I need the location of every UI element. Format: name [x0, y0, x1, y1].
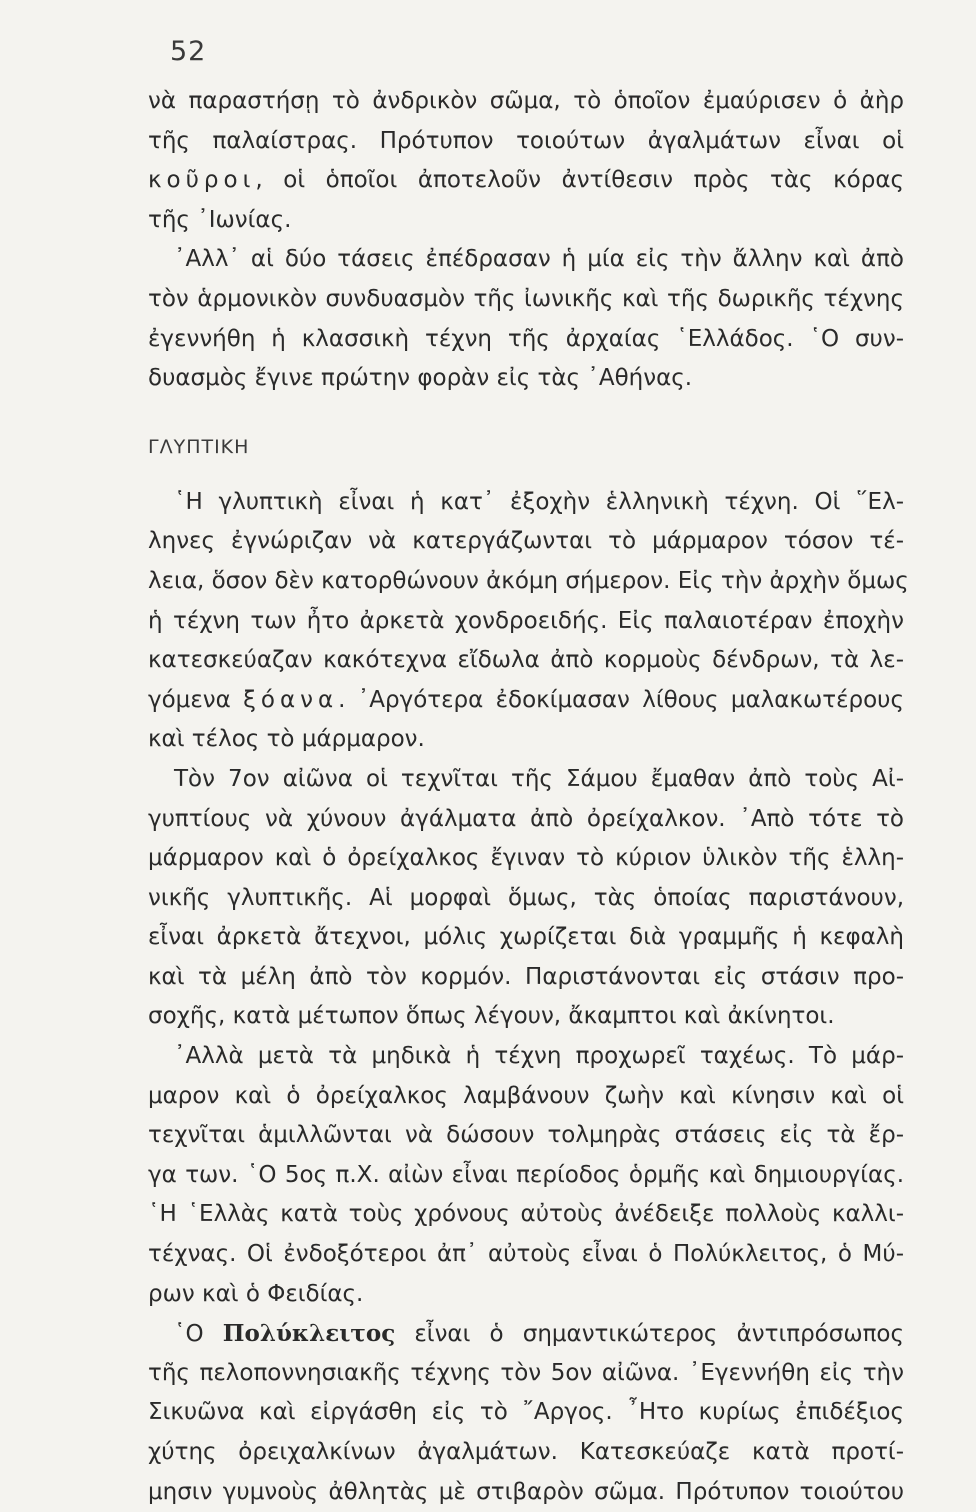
spaced-term: κοῦροι — [148, 167, 256, 194]
text-segment: ῾Ο — [174, 1321, 223, 1348]
text-segment: εἶναι ὁ σημαντικώτερος ἀντιπρόσωπος — [395, 1321, 904, 1348]
text-line: εἶναι ἀρκετὰ ἄτεχνοι, μόλις χωρίζεται διὰ γραμμῆς ἡ κεφαλὴ — [148, 924, 904, 951]
text-line: τῆς πελοποννησιακῆς τέχνης τὸν 5ον αἰῶνα. ᾿Εγεννήθη εἰς τὴν — [148, 1359, 904, 1386]
text-line: ρων καὶ ὁ Φειδίας. — [148, 1280, 364, 1307]
text-segment: . ᾿Αργότερα ἐδοκίμασαν λίθους μαλακωτέρους — [338, 686, 904, 713]
text-line: ῾Η γλυπτικὴ εἶναι ἡ κατ᾿ ἐξοχὴν ἑλληνικὴ τέχνη. Οἱ ῞Ελ- — [174, 488, 904, 515]
text-line: ᾿Αλλ᾿ αἱ δύο τάσεις ἐπέδρασαν ἡ μία εἰς τὴν ἄλλην καὶ ἀπὸ — [174, 246, 904, 273]
text-line: δυασμὸς ἔγινε πρώτην φορὰν εἰς τὰς ᾿Αθήνας. — [148, 365, 693, 392]
text-line: γυπτίους νὰ χύνουν ἀγάλματα ἀπὸ ὀρείχαλκον. ᾿Απὸ τότε τὸ — [148, 805, 904, 832]
spaced-term: ξόανα — [243, 686, 339, 713]
text-line: λεια, ὅσον δὲν κατορθώνουν ἀκόμη σήμερον. Εἰς τὴν ἀρχὴν ὅμως — [148, 567, 909, 594]
text-line: νικῆς γλυπτικῆς. Αἱ μορφαὶ ὅμως, τὰς ὁποίας παριστάνουν, — [148, 884, 904, 911]
paragraph — [148, 1037, 904, 1314]
text-line: μαρον καὶ ὁ ὀρείχαλκος λαμβάνουν ζωὴν καὶ κίνησιν καὶ οἱ — [148, 1082, 904, 1109]
text-line — [148, 1314, 904, 1354]
text-line: σοχῆς, κατὰ μέτωπον ὅπως λέγουν, ἄκαμπτοι καὶ ἀκίνητοι. — [148, 1003, 835, 1030]
text-line: ῾Η ῾Ελλὰς κατὰ τοὺς χρόνους αὐτοὺς ἀνέδειξε πολλοὺς καλλι- — [148, 1201, 904, 1228]
paragraph — [148, 483, 909, 760]
text-line: Σικυῶνα καὶ εἰργάσθη εἰς τὸ ῎Αργος. ῏Ητο κυρίως ἐπιδέξιος — [148, 1399, 904, 1426]
text-line — [148, 681, 904, 721]
text-line: τὸν ἁρμονικὸν συνδυασμὸν τῆς ἰωνικῆς καὶ τῆς δωρικῆς τέχνης — [148, 285, 904, 312]
text-line: ᾿Αλλὰ μετὰ τὰ μηδικὰ ἡ τέχνη προχωρεῖ ταχέως. Τὸ μάρ- — [174, 1043, 904, 1070]
text-line: γα των. ῾Ο 5ος π.Χ. αἰὼν εἶναι περίοδος ὁρμῆς καὶ δημιουργίας. — [148, 1161, 904, 1188]
text-line: τῆς παλαίστρας. Πρότυπον τοιούτων ἀγαλμάτων εἶναι οἱ — [148, 127, 904, 154]
text-line: ἡ τέχνη των ἦτο ἀρκετὰ χονδροειδής. Εἰς παλαιοτέραν ἐποχὴν — [148, 607, 904, 634]
text-line: ἐγεννήθη ἡ κλασσικὴ τέχνη τῆς ἀρχαίας ῾Ελλάδος. ῾Ο συν- — [148, 325, 904, 352]
text-body — [148, 82, 909, 1512]
section-heading: ΓΛΥΠΤΙΚΗ — [148, 435, 250, 458]
text-line — [148, 161, 904, 201]
paragraph — [148, 82, 904, 240]
paragraph — [148, 1314, 904, 1512]
text-line: τῆς ᾿Ιωνίας. — [148, 206, 292, 233]
text-line: χύτης ὀρειχαλκίνων ἀγαλμάτων. Κατεσκεύαζε κατὰ προτί- — [148, 1439, 904, 1465]
text-line: μάρμαρον καὶ ὁ ὀρείχαλκος ἔγιναν τὸ κύριον ὑλικὸν τῆς ἑλλη- — [148, 845, 904, 872]
text-line: τέχνας. Οἱ ἐνδοξότεροι ἀπ᾿ αὐτοὺς εἶναι ὁ Πολύκλειτος, ὁ Μύ- — [148, 1241, 904, 1268]
text-line: καὶ τέλος τὸ μάρμαρον. — [148, 726, 425, 753]
text-line: Τὸν 7ον αἰῶνα οἱ τεχνῖται τῆς Σάμου ἔμαθαν ἀπὸ τοὺς Αἰ- — [174, 765, 904, 792]
page-number: 52 — [170, 36, 207, 67]
text-line: ληνες ἐγνώριζαν νὰ κατεργάζωνται τὸ μάρμαρον τόσον τέ- — [148, 528, 904, 555]
text-line: κατεσκεύαζαν κακότεχνα εἴδωλα ἀπὸ κορμοὺς δένδρων, τὰ λε- — [148, 647, 904, 674]
text-line: νὰ παραστήσῃ τὸ ἀνδρικὸν σῶμα, τὸ ὁποῖον ἐμαύρισεν ὁ ἀὴρ — [148, 88, 904, 114]
paragraph — [148, 240, 904, 398]
text-line: μησιν γυμνοὺς ἀθλητὰς μὲ στιβαρὸν σῶμα. Πρότυπον τοιούτου — [148, 1478, 904, 1505]
paragraph — [148, 760, 904, 1037]
text-line: καὶ τὰ μέλη ἀπὸ τὸν κορμόν. Παριστάνονται εἰς στάσιν προ- — [148, 963, 904, 990]
text-segment: , οἱ ὁποῖοι ἀποτελοῦν ἀντίθεσιν πρὸς τὰς κόρας — [255, 167, 904, 194]
text-line: τεχνῖται ἁμιλλῶνται νὰ δώσουν τολμηρὰς στάσεις εἰς τὰ ἔρ- — [148, 1122, 904, 1149]
text-segment: γόμενα — [148, 686, 244, 713]
bold-name: Πολύκλειτος — [222, 1320, 396, 1348]
